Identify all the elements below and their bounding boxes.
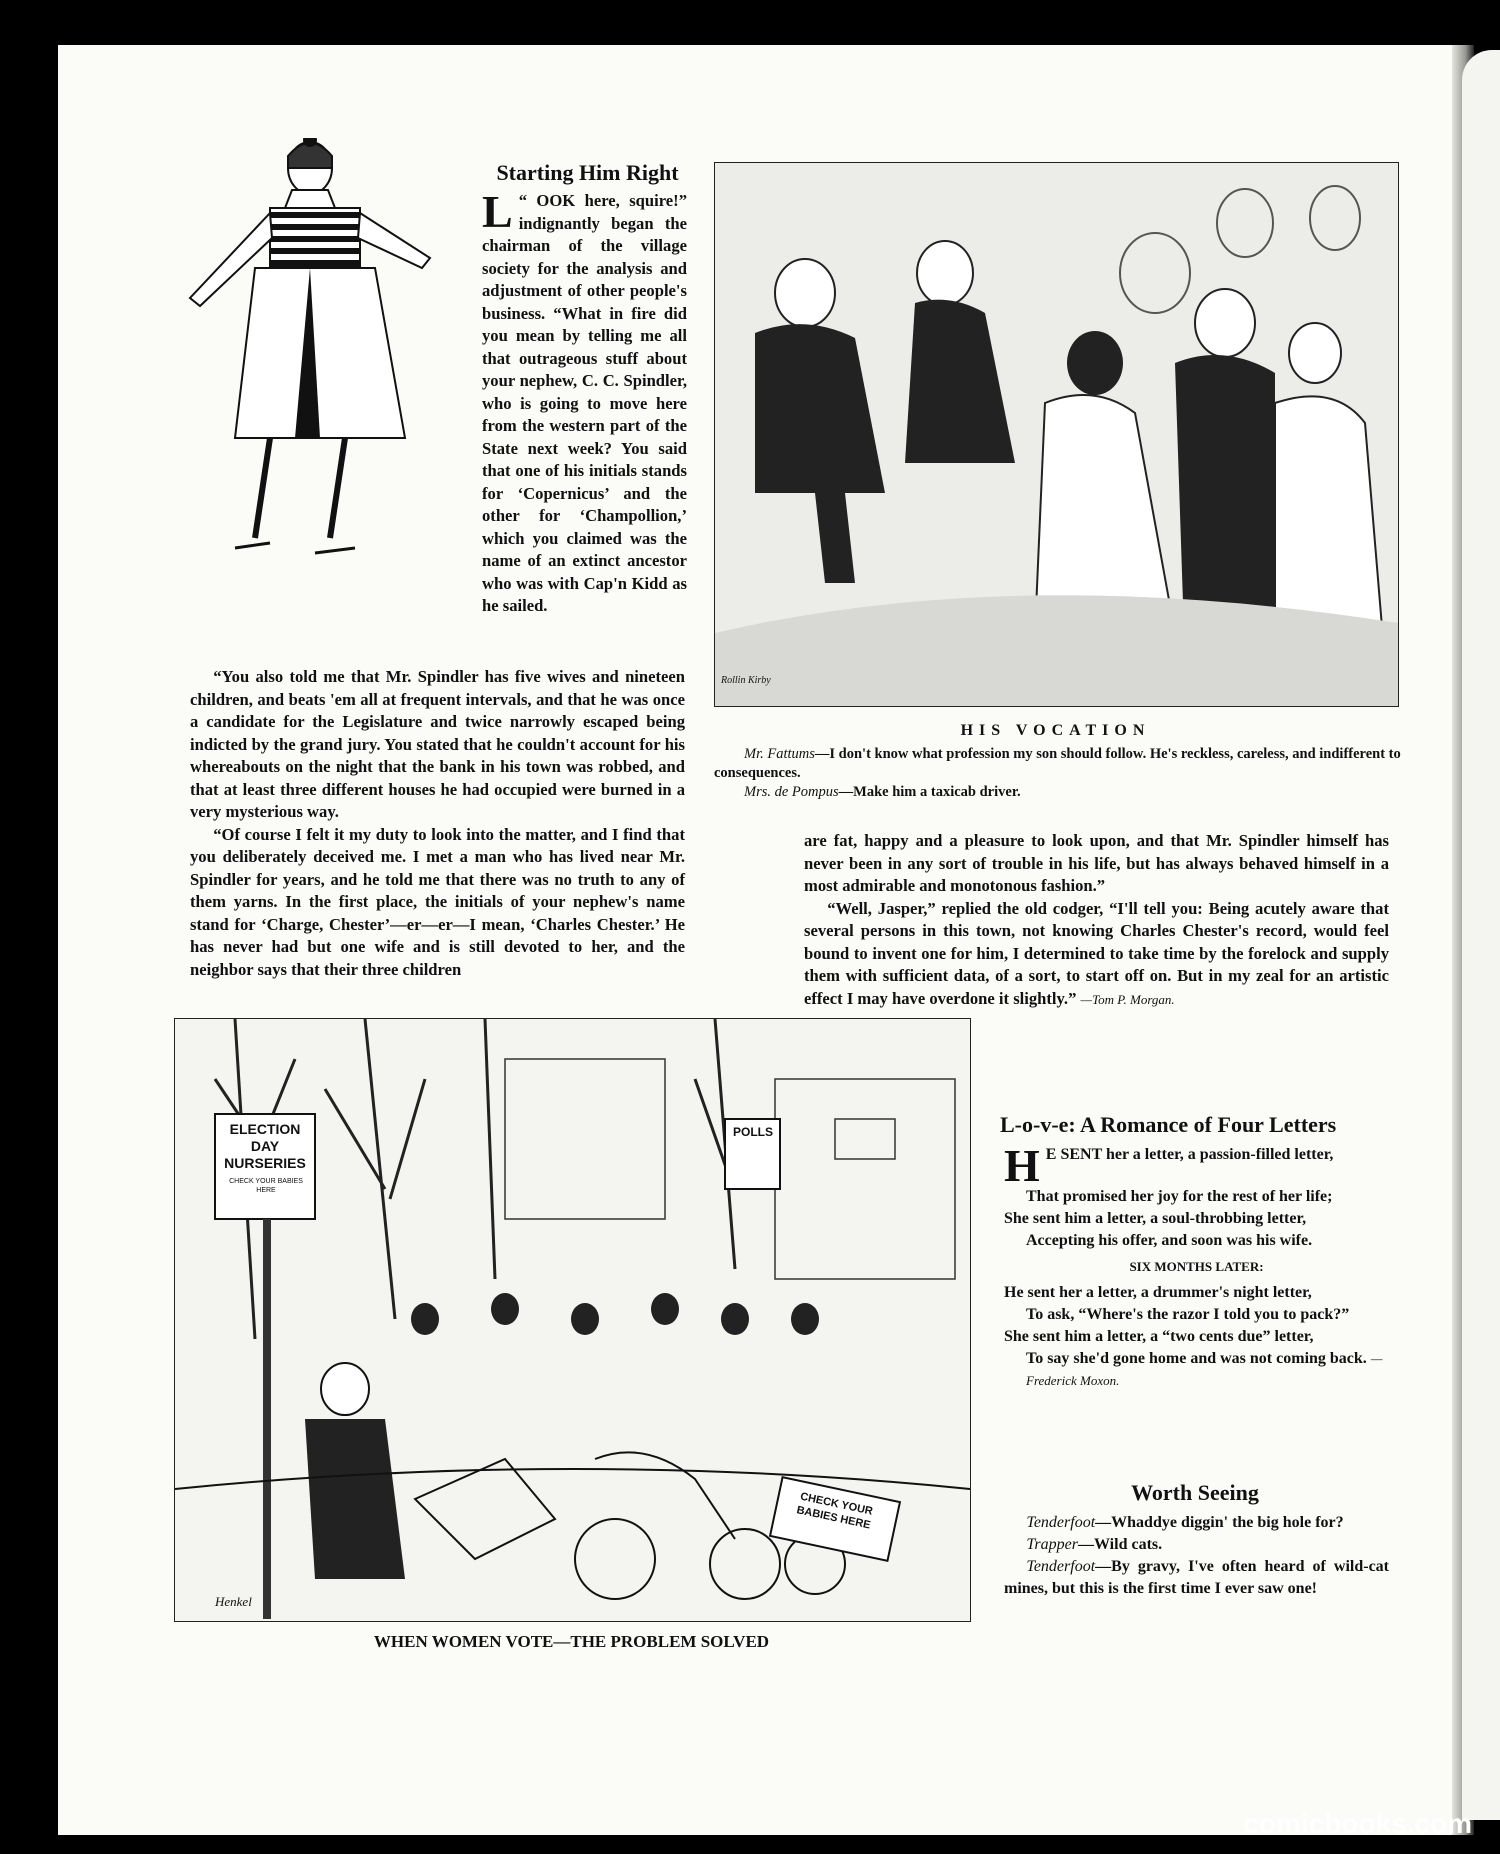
story-opening-paragraph <box>482 186 687 618</box>
worth-seeing-line-3 <box>1004 1556 1389 1600</box>
his-vocation-caption-title: HIS VOCATION <box>960 722 1151 739</box>
cartoon-signature: Henkel <box>215 1594 252 1609</box>
check-babies-sign: CHECK YOUR BABIES HERE <box>795 1490 874 1532</box>
poem-line-1-text: E SENT her a letter, a passion-filled letter, <box>1045 1146 1334 1163</box>
artist-signature: Rollin Kirby <box>721 675 771 686</box>
poem-line-6: To ask, “Where's the razor I told you to pack?” <box>1026 1306 1350 1323</box>
drop-cap-letter: L <box>482 186 513 237</box>
poem-body <box>1004 1140 1389 1392</box>
poem-line-4: Accepting his offer, and soon was his wife. <box>1026 1232 1313 1249</box>
poem-line-7: She sent him a letter, a “two cents due” letter, <box>1004 1328 1314 1345</box>
worth-seeing-body <box>1004 1512 1389 1600</box>
dialogue-line-1 <box>714 745 1404 783</box>
speaker-1: Mr. Fattums <box>744 746 815 762</box>
story-credit: —Tom P. Morgan. <box>1080 991 1175 1007</box>
line-tenderfoot-2: —By gravy, I've often heard of wild-cat mines, but this is the first time I ever saw one! <box>1004 1558 1389 1597</box>
story-continued-column <box>190 666 685 981</box>
site-watermark: comicbooks.com <box>1243 1808 1472 1839</box>
election-nursery-sign: ELECTION DAY NURSERIES <box>224 1121 306 1171</box>
story-opening-column <box>482 186 687 618</box>
his-vocation-illustration <box>714 162 1399 707</box>
speaker-tenderfoot-2: Tenderfoot <box>1026 1558 1096 1575</box>
story-paragraph-2: “You also told me that Mr. Spindler has five wives and nineteen children, and beats 'em all at frequent intervals, and that he was once a candidate for the Legislature and twice narrowly escaped being indicted by the grand jury. You stated that he couldn't account for his whereabouts on the night that the bank in his town was robbed, and that at least three different houses he had occupied were burned in a very mysterious way. <box>190 667 685 821</box>
poem-line-5: He sent her a letter, a drummer's night letter, <box>1004 1284 1312 1301</box>
line-1: —I don't know what profession my son should follow. He's reckless, careless, and indifferent to consequences. <box>714 746 1401 781</box>
line-tenderfoot-1: —Whaddye diggin' the big hole for? <box>1095 1514 1344 1531</box>
story-right-column <box>804 830 1389 1011</box>
poem-line-8 <box>1004 1348 1389 1392</box>
story-paragraph-5-text: “Well, Jasper,” replied the old codger, “I'll tell you: Being acutely aware that several persons in this town, not knowing Charles Chester's record, would feel bound to invent one for him, I determined to take time by the forelock and supply them with sufficient data, of a sort, to start off on. But in my zeal for an artistic effect I may have overdone it slightly.” <box>804 898 1389 1008</box>
facing-page-edge <box>1462 50 1500 1820</box>
poem-credit: —Frederick Moxon. <box>1026 1351 1383 1388</box>
dialogue-line-2 <box>714 783 1404 802</box>
poem-line-1 <box>1004 1140 1389 1191</box>
election-day-cartoon <box>174 1018 971 1622</box>
line-trapper: —Wild cats. <box>1077 1536 1163 1553</box>
poem-drop-cap: H <box>1004 1140 1040 1191</box>
poem-line-2: That promised her joy for the rest of her life; <box>1026 1188 1333 1205</box>
election-cartoon-caption: WHEN WOMEN VOTE—THE PROBLEM SOLVED <box>373 1632 770 1651</box>
story-paragraph-5 <box>804 898 1389 1012</box>
speaker-trapper: Trapper <box>1026 1536 1078 1553</box>
worth-seeing-line-1 <box>1004 1512 1389 1534</box>
story-paragraph-3: “Of course I felt it my duty to look into the matter, and I find that you deliberately deceived me. I met a man who has lived near Mr. Spindler for years, and he told me that there was no truth to any of them yarns. In the first place, the initials of your nephew's name stand for ‘Charge, Chester’—er—er—I mean, ‘Charles Chester.’ He has never had but one wife and is still devoted to her, and the neighbor says that their three children <box>190 824 685 979</box>
opening-text: “ OOK here, squire!” indignantly began the chairman of the village society for the analysis and adjustment of other people's business. “What in fire did you mean by telling me all that outrageous stuff about your nephew, C. C. Spindler, who is going to move here from the western part of the State next week? You said that one of his initials stands for ‘Copernicus’ and the other for ‘Champollion,’ which you claimed was the name of an extinct ancestor who was with Cap'n Kidd as he sailed. <box>482 191 687 615</box>
poem-line-3: She sent him a letter, a soul-throbbing letter, <box>1004 1210 1307 1227</box>
poem-six-months-later: SIX MONTHS LATER: <box>1129 1259 1264 1274</box>
poem-title: L-o-v-e: A Romance of Four Letters <box>1000 1112 1337 1137</box>
skater-illustration <box>160 138 480 578</box>
worth-seeing-line-2 <box>1004 1534 1389 1556</box>
speaker-tenderfoot-1: Tenderfoot <box>1026 1514 1096 1531</box>
poem-line-8-text: To say she'd gone home and was not coming back. <box>1026 1350 1367 1367</box>
his-vocation-dialogue <box>714 745 1404 802</box>
line-2: —Make him a taxicab driver. <box>838 784 1021 800</box>
story-title: Starting Him Right <box>496 160 679 185</box>
polls-sign: POLLS <box>732 1125 773 1139</box>
election-nursery-sign-small: CHECK YOUR BABIES HERE <box>229 1178 303 1194</box>
worth-seeing-title: Worth Seeing <box>1131 1480 1259 1505</box>
speaker-2: Mrs. de Pompus <box>744 784 839 800</box>
story-paragraph-4: are fat, happy and a pleasure to look upon, and that Mr. Spindler himself has never been in any sort of trouble in his life, but has always behaved himself in a most admirable and monotonous fashion.” <box>804 831 1389 895</box>
